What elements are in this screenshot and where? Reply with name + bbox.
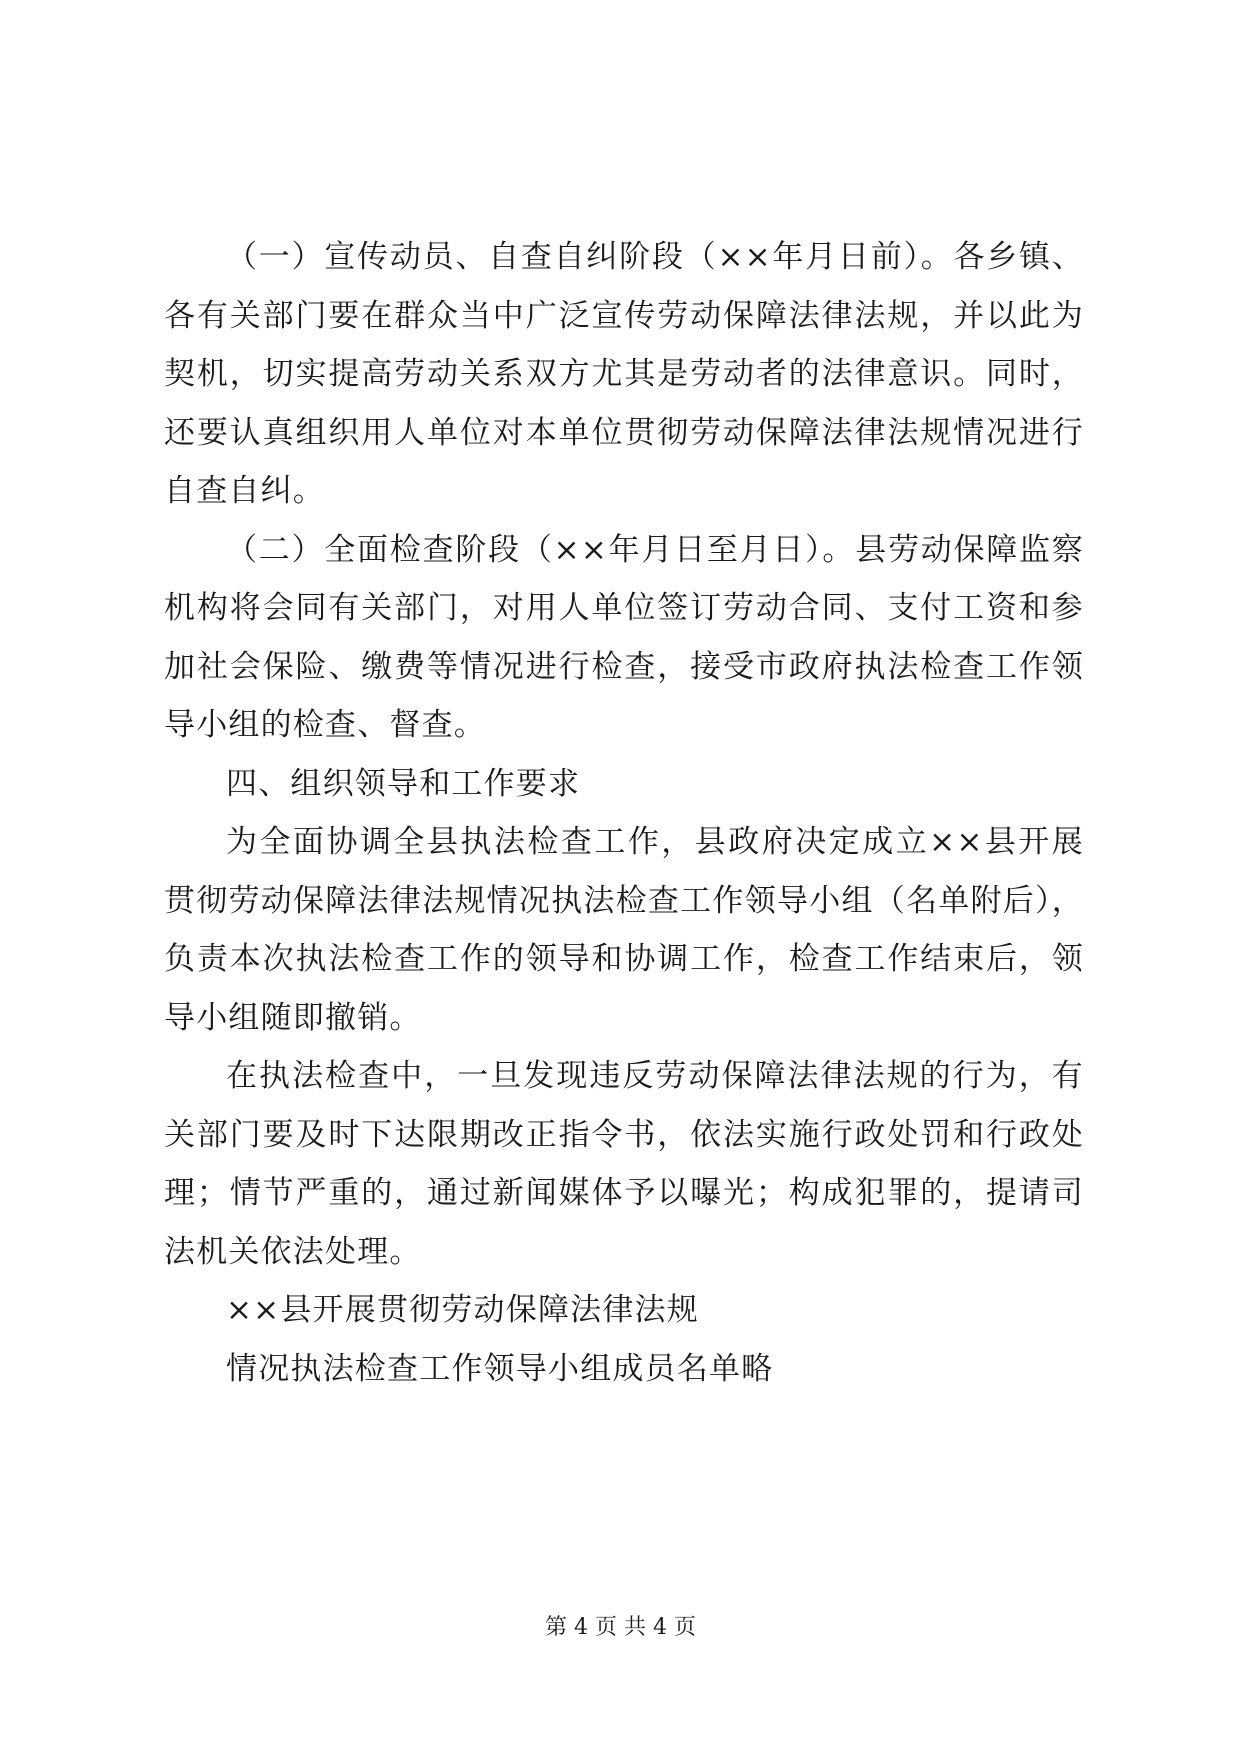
attachment-title-line-1: ××县开展贯彻劳动保障法律法规 [226,1292,699,1328]
page-number-footer: 第 4 页 共 4 页 [545,1615,696,1640]
section-heading-organization: 四、组织领导和工作要求 [226,765,581,802]
document-body [164,228,1084,1398]
paragraph-publicity-stage: （一）宣传动员、自查自纠阶段（××年月日前）。各乡镇、各有关部门要在群众当中广泛宣传劳动保障法律法规，并以此为契机，切实提高劳动关系双方尤其是劳动者的法律意识。同时，还要认真组织用人单位对本单位贯彻劳动保障法律法规情况进行自查自纠。 [164,239,1084,509]
paragraph-violations: 在执法检查中，一旦发现违反劳动保障法律法规的行为，有关部门要及时下达限期改正指令书，依法实施行政处罚和行政处理；情节严重的，通过新闻媒体予以曝光；构成犯罪的，提请司法机关依法处理。 [164,1058,1084,1270]
paragraph-leading-group: 为全面协调全县执法检查工作，县政府决定成立××县开展贯彻劳动保障法律法规情况执法检查工作领导小组（名单附后），负责本次执法检查工作的领导和协调工作，检查工作结束后，领导小组随即撤销。 [164,824,1084,1036]
paragraph-inspection-stage: （二）全面检查阶段（××年月日至月日）。县劳动保障监察机构将会同有关部门，对用人单位签订劳动合同、支付工资和参加社会保险、缴费等情况进行检查，接受市政府执法检查工作领导小组的检查、督查。 [164,531,1084,743]
attachment-title-line-2: 情况执法检查工作领导小组成员名单略 [226,1350,774,1387]
